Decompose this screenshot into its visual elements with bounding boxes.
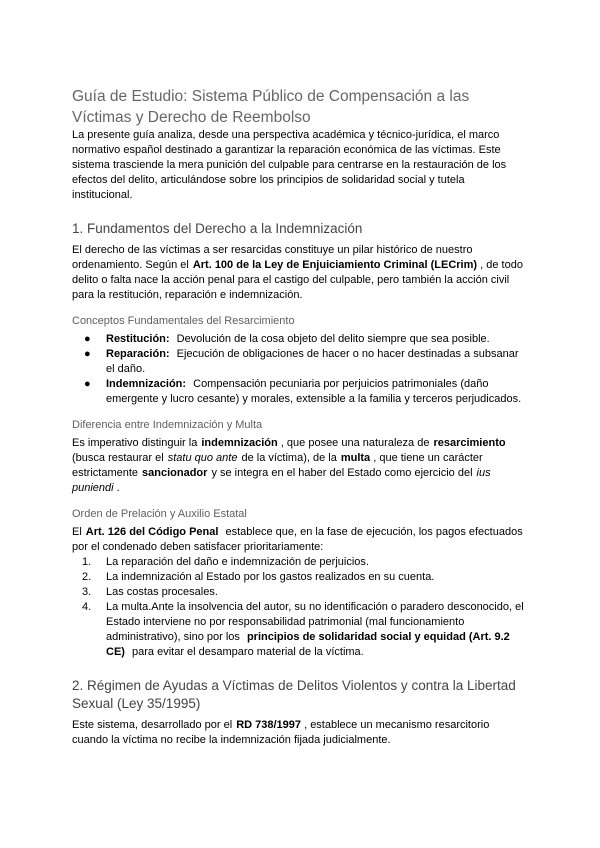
art-100-lecrim: Art. 100 de la Ley de Enjuiciamiento Criminal (LECrim) [192,259,478,271]
subheading-diferencia: Diferencia entre Indemnización y Multa [72,419,263,431]
orden-paragraph: El Art. 126 del Código Penal establece que, en la fase de ejecución, los pagos efectuados por el condenado deben satisfacer prioritariamente: [72,526,523,553]
diferencia-paragraph: Es imperativo distinguir la indemnización , que posee una naturaleza de resarcimiento (busca restaurar el statu quo ante de la víctima), de la multa , que tiene un carácter estrictamente sancionador y se integra en el haber del Estado como ejercicio del ius puniendi . [72,437,506,494]
bullet-icon: ● [84,378,91,390]
section-1-heading: 1. Fundamentos del Derecho a la Indemnización [72,221,363,236]
art-126-cp: Art. 126 del Código Penal [85,526,219,538]
document-title: Guía de Estudio: Sistema Público de Compensación a las Víctimas y Derecho de Reembolso [72,88,470,126]
rd-738-1997: RD 738/1997 [236,719,302,731]
section-2-paragraph: Este sistema, desarrollado por el RD 738/1997 , establece un mecanismo resarcitorio cuando la víctima no recibe la indemnización fijada judicialmente. [72,719,490,746]
section-1-paragraph: El derecho de las víctimas a ser resarcidas constituye un pilar histórico de nuestro ordenamiento. Según el Art. 100 de la Ley de Enjuiciamiento Criminal (LECrim) , de todo delito o falta nace la acción penal para el castigo del culpable, pero también la acción civil para la restitución, reparación e indemnización. [72,244,523,301]
bullet-icon: ● [84,348,91,360]
list-item: 1. La reparación del daño e indemnización de perjuicios. [82,556,369,568]
bullet-icon: ● [84,333,91,345]
list-item: 2. La indemnización al Estado por los gastos realizados en su cuenta. [82,571,435,583]
subheading-orden: Orden de Prelación y Auxilio Estatal [72,508,247,520]
subheading-conceptos: Conceptos Fundamentales del Resarcimiento [72,315,295,327]
prelacion-list [72,555,528,660]
list-item: ● Indemnización: Compensación pecuniaria por perjuicios patrimoniales (daño emergente y lucro cesante) y morales, extensible a la familia y terceros perjudicados. [84,378,522,405]
section-2-heading: 2. Régimen de Ayudas a Víctimas de Delitos Violentos y contra la Libertad Sexual (Ley 35/1995) [72,678,516,711]
concepts-list [72,332,528,407]
list-item: 3. Las costas procesales. [82,586,218,598]
list-item: ● Reparación: Ejecución de obligaciones de hacer o no hacer destinadas a subsanar el daño. [84,348,519,375]
list-item: ● Restitución: Devolución de la cosa objeto del delito siempre que sea posible. [84,333,490,345]
intro-paragraph: La presente guía analiza, desde una perspectiva académica y técnico-jurídica, el marco normativo español destinado a garantizar la reparación económica de las víctimas. Este sistema trasciende la mera punición del culpable para centrarse en la restauración de los efectos del delito, articulándose sobre los principios de solidaridad social y tutela institucional. [72,129,507,201]
list-item: 4. La multa.Ante la insolvencia del autor, su no identificación o paradero desconocido, el Estado interviene no por responsabilidad patrimonial (mal funcionamiento administrativo), sino por los principios de solidaridad social y equidad (Art. 9.2 CE) para evitar el desamparo material de la víctima. [82,601,524,658]
